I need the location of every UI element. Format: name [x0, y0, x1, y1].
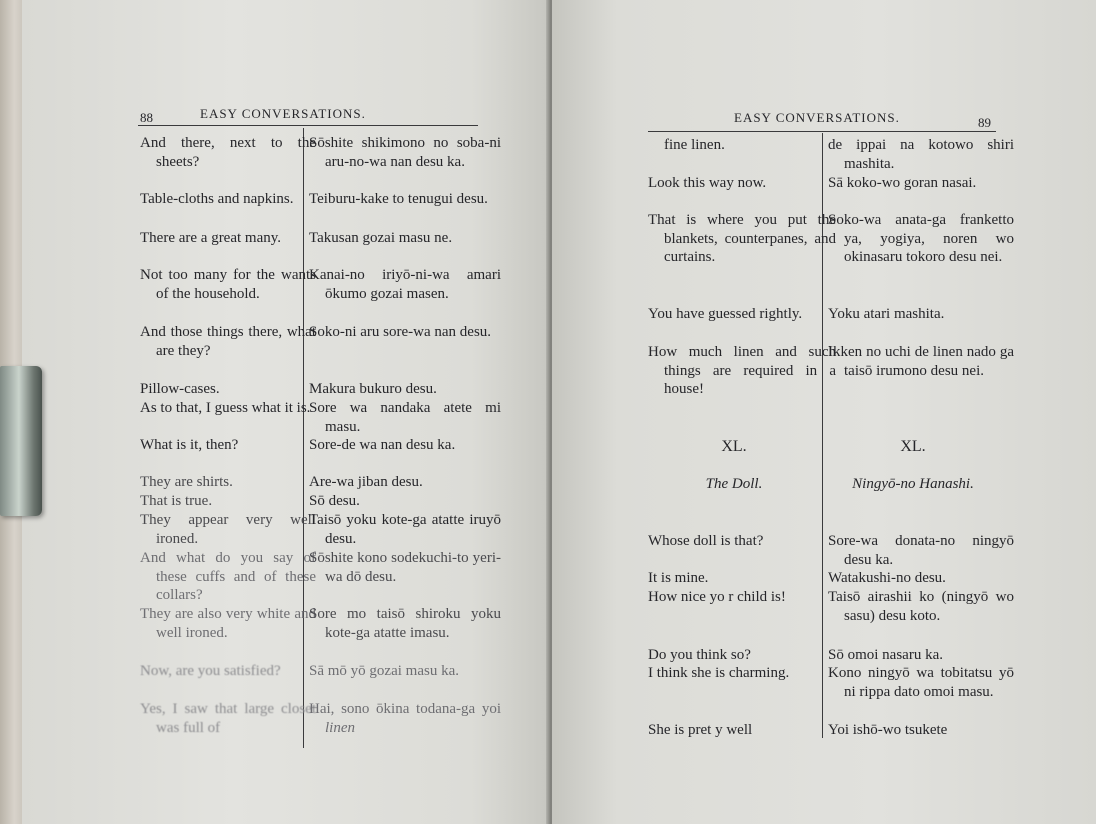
japanese-line: Sore mo taisō shiroku yoku kote-ga atatte imasu. [309, 606, 501, 641]
japanese-line: Yoku atari mashita. [828, 306, 945, 322]
english-line: Yes, I saw that large closet was full of [140, 701, 316, 736]
english-line: And what do you say of these cuffs and of these collars? [140, 550, 316, 603]
japanese-line: Sore-de wa nan desu ka. [309, 437, 456, 453]
english-line: Whose doll is that? [648, 533, 764, 549]
section-number-en: XL. [721, 438, 747, 455]
japanese-line: Soko-wa anata-ga franketto ya, yogiya, noren wo okinasaru tokoro desu nei. [828, 212, 1014, 265]
english-line: How much linen and such things are required in a house! [648, 344, 836, 397]
section-number-jp: XL. [900, 438, 926, 455]
english-line: And there, next to the sheets? [140, 135, 316, 170]
japanese-line: Kanai-no iriyō-ni-wa amari ōkumo gozai masen. [309, 267, 501, 302]
english-line: What is it, then? [140, 437, 239, 453]
page-clip [0, 366, 42, 516]
japanese-line: Sā koko-wo goran nasai. [828, 175, 977, 191]
left-page [22, 0, 550, 824]
english-line: Look this way now. [648, 175, 767, 191]
section-title-en: The Doll. [705, 476, 763, 492]
left-running-head: EASY CONVERSATIONS. [200, 106, 366, 121]
japanese-line-last [309, 700, 501, 737]
japanese-line: Watakushi-no desu. [828, 570, 946, 586]
japanese-line: Sōshite shikimono no soba-ni aru-no-wa nan desu ka. [309, 135, 501, 170]
japanese-line: de ippai na kotowo shiri mashita. [828, 137, 1014, 172]
english-line: As to that, I guess what it is. [140, 400, 311, 416]
english-line: Do you think so? [648, 647, 751, 663]
left-page-number: 88 [140, 110, 153, 125]
section-title-jp: Ningyō-no Hanashi. [852, 476, 974, 492]
english-line: fine linen. [664, 137, 725, 153]
italic-word: linen [325, 719, 355, 736]
japanese-line: Sore-wa donata-no ningyō desu ka. [828, 533, 1014, 568]
english-line: She is pret y well [648, 722, 753, 738]
japanese-line: Takusan gozai masu ne. [309, 230, 453, 246]
japanese-line: Sore wa nandaka atete mi masu. [309, 400, 501, 435]
english-line: They are also very white and well ironed. [140, 606, 316, 641]
japanese-line: Teiburu-kake to tenugui desu. [309, 191, 488, 207]
right-header-rule [648, 131, 996, 132]
japanese-line: Ikken no uchi de linen nado ga taisō irumono desu nei. [828, 344, 1014, 379]
japanese-line-text: Hai, sono ōkina todana-ga yoi [309, 701, 501, 717]
japanese-line: Yoi ishō-wo tsukete [828, 722, 948, 738]
japanese-line: Kono ningyō wa tobitatsu yō ni rippa dato omoi masu. [828, 665, 1014, 700]
english-line: They appear very well ironed. [140, 512, 316, 547]
japanese-line: Sō desu. [309, 493, 360, 509]
left-header-rule [138, 125, 478, 126]
japanese-line: Sō omoi nasaru ka. [828, 647, 943, 663]
english-line: How nice yo r child is! [648, 589, 786, 605]
right-running-head: EASY CONVERSATIONS. [734, 110, 900, 125]
right-page [552, 0, 1096, 824]
japanese-line: Makura bukuro desu. [309, 381, 437, 397]
english-line: They are shirts. [140, 474, 233, 490]
english-line: That is true. [140, 493, 213, 509]
right-page-number: 89 [978, 115, 991, 130]
english-line: Not too many for the wants of the household. [140, 267, 316, 302]
english-line: I think she is charming. [648, 665, 790, 681]
english-line: And those things there, what are they? [140, 324, 316, 359]
english-line: You have guessed rightly. [648, 306, 803, 322]
japanese-line: Sā mō yō gozai masu ka. [309, 663, 459, 679]
japanese-line: Taisō airashii ko (ningyō wo sasu) desu koto. [828, 589, 1014, 624]
japanese-line: Soko-ni aru sore-wa nan desu. [309, 324, 492, 340]
english-line: Table-cloths and napkins. [140, 191, 294, 207]
english-line: Now, are you satisfied? [140, 663, 281, 679]
english-line: That is where you put the blankets, counterpanes, and curtains. [648, 212, 836, 265]
japanese-line: Taisō yoku kote-ga atatte iruyō desu. [309, 512, 501, 547]
english-line: Pillow-cases. [140, 381, 220, 397]
english-line: It is mine. [648, 570, 709, 586]
japanese-line: Sōshite kono sodekuchi-to yeri-wa dō desu. [309, 550, 501, 585]
japanese-line: Are-wa jiban desu. [309, 474, 423, 490]
english-line: There are a great many. [140, 230, 282, 246]
